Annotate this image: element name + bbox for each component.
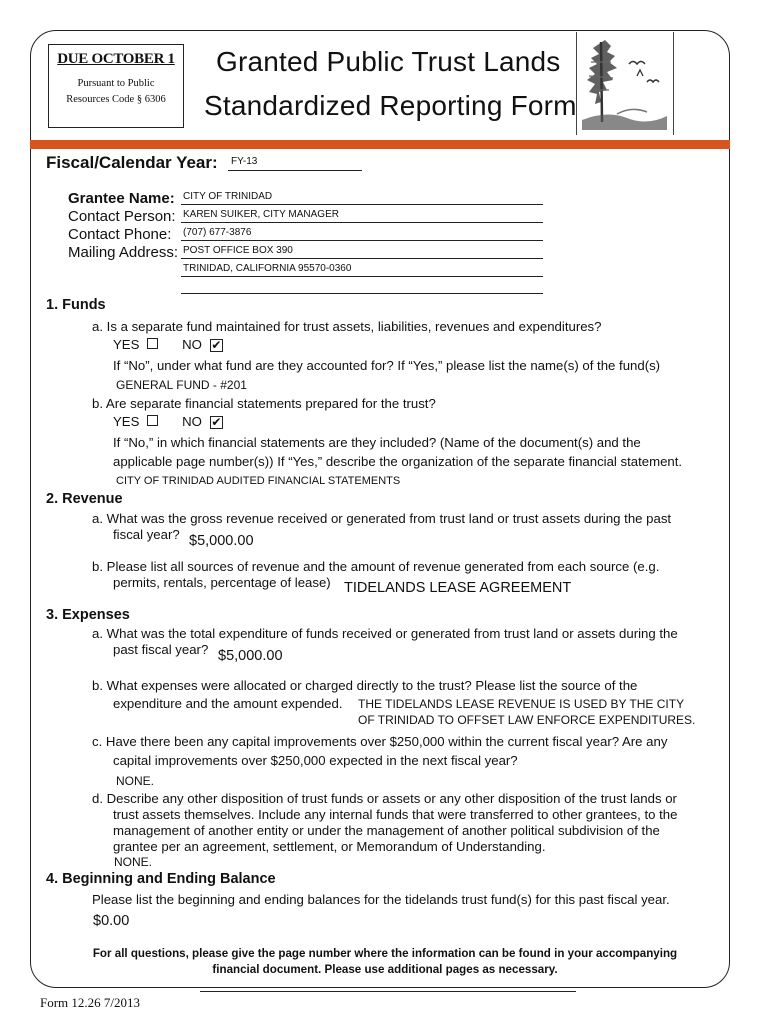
yes-checkbox[interactable]: [147, 338, 158, 349]
expenses-question-a-1: a. What was the total expenditure of funds received or generated from trust land or assets during the: [92, 626, 678, 641]
no-label: NO: [182, 414, 202, 429]
expenses-heading: 3. Expenses: [46, 607, 130, 623]
page-title-line-2: Standardized Reporting Form: [204, 90, 577, 121]
expenses-b-answer-2[interactable]: OF TRINIDAD TO OFFSET LAW ENFORCE EXPENDITURES.: [358, 713, 696, 727]
funds-b-followup-2: applicable page number(s)) If “Yes,” describe the organization of the separate financial statement.: [113, 454, 683, 469]
expenses-b-answer-1[interactable]: THE TIDELANDS LEASE REVENUE IS USED BY THE CITY: [358, 697, 685, 711]
funds-b-answer[interactable]: CITY OF TRINIDAD AUDITED FINANCIAL STATEMENTS: [116, 475, 401, 487]
contact-person-label: Contact Person:: [68, 208, 176, 225]
address-line-1: [181, 258, 543, 259]
expenses-question-d-2: trust assets themselves. Include any internal funds that were transferred to other grantees, to the: [113, 807, 678, 822]
funds-a-options: [113, 336, 223, 353]
form-number: Form 12.26 7/2013: [40, 995, 141, 1010]
tree-logo-icon: [577, 32, 673, 135]
no-checkbox[interactable]: [210, 339, 223, 352]
page-title-line-1: Granted Public Trust Lands: [216, 46, 561, 77]
expenses-question-d-3: management of another entity or under the management of another political subdivision of the: [113, 823, 660, 838]
pursuant-line-2: Resources Code § 6306: [66, 94, 166, 105]
mailing-address-line2[interactable]: TRINIDAD, CALIFORNIA 95570-0360: [183, 263, 352, 274]
grantee-name-value[interactable]: CITY OF TRINIDAD: [183, 191, 273, 202]
header-divider: [30, 140, 730, 149]
expenses-a-answer[interactable]: $5,000.00: [218, 648, 283, 664]
footer-note-line-1: For all questions, please give the page number where the information can be found in your accompanying: [92, 947, 678, 960]
funds-b-followup-1: If “No,” in which financial statements are they included? (Name of the document(s) and the: [113, 435, 641, 450]
footer-instructions: [40, 946, 730, 978]
expenses-question-d-1: d. Describe any other disposition of trust funds or assets or any other disposition of the trust lands or: [92, 791, 677, 806]
expenses-question-b-1: b. What expenses were allocated or charged directly to the trust? Please list the source of the: [92, 678, 638, 693]
contact-person-line: [181, 222, 543, 223]
funds-question-b: b. Are separate financial statements prepared for the trust?: [92, 396, 436, 411]
grantee-name-line: [181, 204, 543, 205]
yes-label: YES: [113, 337, 140, 352]
funds-a-followup: If “No”, under what fund are they accounted for? If “Yes,” please list the name(s) of the fund(s): [113, 358, 661, 373]
state-lands-logo: [576, 32, 674, 135]
fiscal-year-line: [228, 170, 362, 171]
mailing-address-line1[interactable]: POST OFFICE BOX 390: [183, 245, 293, 256]
no-label: NO: [182, 337, 202, 352]
revenue-heading: 2. Revenue: [46, 491, 123, 507]
balance-question: Please list the beginning and ending balances for the tidelands trust fund(s) for this past fiscal year.: [92, 892, 670, 907]
mailing-address-label: Mailing Address:: [68, 244, 179, 261]
contact-phone-label: Contact Phone:: [68, 226, 172, 243]
funds-a-answer[interactable]: GENERAL FUND - #201: [116, 378, 247, 392]
no-checkbox[interactable]: [210, 416, 223, 429]
revenue-a-answer[interactable]: $5,000.00: [189, 533, 254, 549]
due-date: DUE OCTOBER 1: [57, 51, 175, 67]
expenses-question-a-2: past fiscal year?: [113, 642, 209, 657]
address-line-2: [181, 276, 543, 277]
fiscal-year-value[interactable]: FY-13: [231, 156, 258, 167]
funds-heading: 1. Funds: [46, 297, 106, 313]
expenses-c-answer[interactable]: NONE.: [116, 774, 155, 788]
revenue-question-a-2: fiscal year?: [113, 527, 180, 542]
expenses-question-d-4: grantee per an agreement, settlement, or Memorandum of Understanding.: [113, 839, 546, 854]
contact-phone-line: [181, 240, 543, 241]
balance-heading: 4. Beginning and Ending Balance: [46, 871, 276, 887]
check-mark-icon: ✔: [211, 415, 222, 429]
expenses-question-c-2: capital improvements over $250,000 expected in the next fiscal year?: [113, 753, 518, 768]
revenue-question-b-1: b. Please list all sources of revenue and the amount of revenue generated from each source (e.g.: [92, 559, 660, 574]
address-line-3: [181, 293, 543, 294]
footer-note-line-2: financial document. Please use additional pages as necessary.: [212, 963, 558, 976]
footer-rule: [200, 991, 576, 992]
funds-question-a: a. Is a separate fund maintained for trust assets, liabilities, revenues and expenditures?: [92, 319, 602, 334]
check-mark-icon: ✔: [211, 338, 222, 352]
contact-person-value[interactable]: KAREN SUIKER, CITY MANAGER: [183, 209, 339, 220]
expenses-d-answer[interactable]: NONE.: [114, 855, 153, 869]
revenue-b-answer[interactable]: TIDELANDS LEASE AGREEMENT: [344, 580, 572, 596]
revenue-question-b-2: permits, rentals, percentage of lease): [113, 575, 331, 590]
funds-b-options: [113, 413, 223, 430]
contact-phone-value[interactable]: (707) 677-3876: [183, 227, 252, 238]
yes-label: YES: [113, 414, 140, 429]
balance-answer[interactable]: $0.00: [93, 913, 130, 929]
yes-checkbox[interactable]: [147, 415, 158, 426]
expenses-question-c-1: c. Have there been any capital improvements over $250,000 within the current fiscal year? Are any: [92, 734, 668, 749]
due-date-box: [48, 44, 184, 128]
revenue-question-a-1: a. What was the gross revenue received or generated from trust land or trust assets during the past: [92, 511, 672, 526]
grantee-name-label: Grantee Name:: [68, 190, 175, 207]
fiscal-year-label: Fiscal/Calendar Year:: [46, 153, 218, 172]
pursuant-line-1: Pursuant to Public: [77, 78, 155, 89]
expenses-question-b-2: expenditure and the amount expended.: [113, 696, 343, 711]
